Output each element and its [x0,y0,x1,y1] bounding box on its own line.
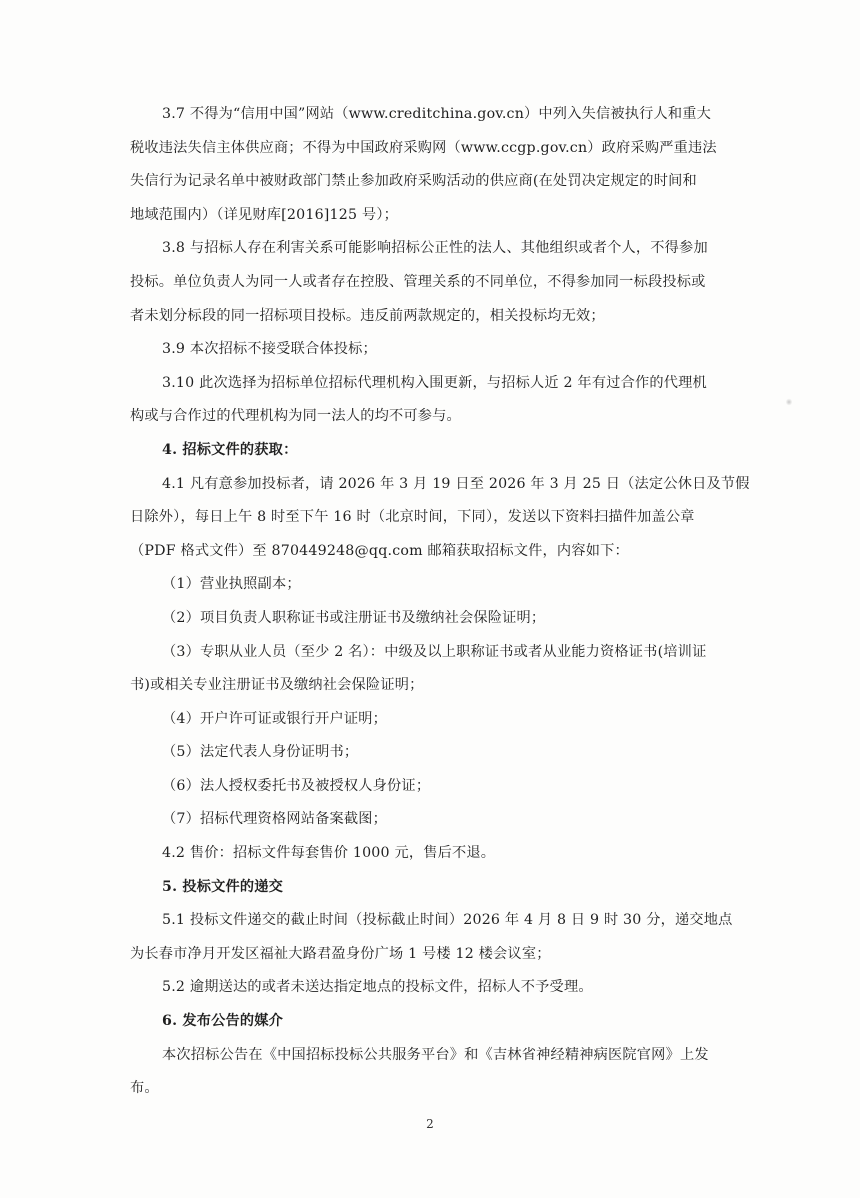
text-line: （7）招标代理资格网站备案截图； [162,811,388,828]
section-heading: 4. 招标文件的获取： [162,441,298,458]
text-line: 日除外），每日上午 8 时至下午 16 时（北京时间，下同），发送以下资料扫描件加盖公章 [130,509,695,526]
text-line: 者未划分标段的同一招标项目投标。违反前两款规定的，相关投标均无效； [130,307,605,324]
text-line: （1）营业执照副本； [162,576,301,593]
text-line: （5）法定代表人身份证明书； [162,744,359,761]
text-line: 投标。单位负责人为同一人或者存在控股、管理关系的不同单位，不得参加同一标段投标或 [130,273,706,290]
text-line: 4.1 凡有意参加投标者，请 2026 年 3 月 19 日至 2026 年 3 月 25 日（法定公休日及节假 [162,475,750,492]
text-line: 税收违法失信主体供应商；不得为中国政府采购网（www.ccgp.gov.cn）政府采购严重违法 [130,139,717,156]
section-heading: 5. 投标文件的递交 [162,878,284,895]
text-line: （6）法人授权委托书及被授权人身份证； [162,777,431,794]
text-line: 3.9 本次招标不接受联合体投标； [162,341,377,358]
text-line: 为长春市净月开发区福祉大路君盈身份广场 1 号楼 12 楼会议室； [130,945,551,962]
text-line: 本次招标公告在《中国招标投标公共服务平台》和《吉林省神经精神病医院官网》上发 [162,1046,709,1063]
text-line: （3）专职从业人员（至少 2 名）：中级及以上职称证书或者从业能力资格证书(培训证 [162,643,707,660]
text-line: 3.7 不得为“信用中国”网站（www.creditchina.gov.cn）中列入失信被执行人和重大 [162,106,712,122]
scan-speck [786,398,792,406]
text-line: 布。 [130,1080,159,1097]
text-line: 4.2 售价：招标文件每套售价 1000 元，售后不退。 [162,845,496,862]
document-body [130,98,750,1106]
text-line: 失信行为记录名单中被财政部门禁止参加政府采购活动的供应商(在处罚决定规定的时间和 [130,173,697,190]
text-line: 构或与合作过的代理机构为同一法人的均不可参与。 [130,408,461,425]
text-line: 5.1 投标文件递交的截止时间（投标截止时间）2026 年 4 月 8 日 9 时 30 分，递交地点 [162,912,733,929]
text-line: 地域范围内）（详见财库[2016]125 号）； [130,206,398,223]
section-heading: 6. 发布公告的媒介 [162,1013,284,1030]
text-line: 3.10 此次选择为招标单位招标代理机构入围更新，与招标人近 2 年有过合作的代理机 [162,374,707,391]
page-number: 2 [426,1117,434,1131]
text-line: （PDF 格式文件）至 870449248@qq.com 邮箱获取招标文件，内容如下： [130,542,629,559]
text-line: 5.2 逾期送达的或者未送达指定地点的投标文件，招标人不予受理。 [162,979,593,996]
text-line: （4）开户许可证或银行开户证明； [162,710,388,727]
text-line: 3.8 与招标人存在利害关系可能影响招标公正性的法人、其他组织或者个人，不得参加 [162,240,708,257]
text-line: 书)或相关专业注册证书及缴纳社会保险证明； [130,677,424,694]
text-line: （2）项目负责人职称证书或注册证书及缴纳社会保险证明； [162,609,546,626]
